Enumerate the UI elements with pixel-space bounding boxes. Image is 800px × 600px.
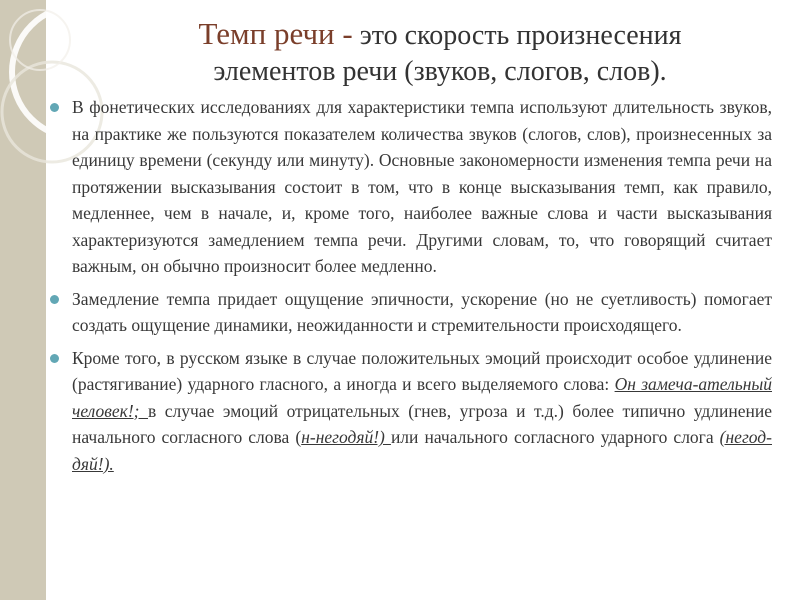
paragraph-3 [72, 345, 772, 478]
title-definition: это скорость произнесения элементов речи (звуков, слогов, слов). [213, 20, 682, 87]
bullet-icon [50, 103, 59, 112]
paragraph-1 [72, 94, 772, 280]
paragraph-3-text-a: Кроме того, в русском языке в случае положительных эмоций происходит особое удлинение (растягивание) ударного гласного, а иногда и всего выделяемого слова: [72, 347, 772, 394]
paragraph-1-text: В фонетических исследованиях для характеристики темпа используют длительность звуков, на практике же пользуются показателем количества звуков (слогов, слов), произнесенных за единицу времени (секунду или минуту). Основные закономерности изменения темпа речи на протяжении высказывания состоит в том, что в конце высказывания темп, как правило, медленнее, чем в начале, и, кроме того, наиболее важные слова и части высказывания характеризуются замедлением темпа речи. Другими словам, то, что говорящий считает важным, он обычно произносит более медленно. [72, 97, 772, 276]
example-positive: Он замеча-ательный человек!; [72, 374, 772, 421]
bullet-icon [50, 295, 59, 304]
bullet-icon [50, 354, 59, 363]
title-term: Темп речи - [198, 16, 353, 51]
example-negative-initial: н-негодяй!) [301, 427, 391, 447]
slide-title [150, 14, 730, 90]
paragraph-2 [72, 286, 772, 339]
content-body [72, 94, 772, 483]
example-negative-syllable: (негод-дяй!). [72, 427, 772, 474]
paragraph-3-text-b: в случае эмоций отрицательных (гнев, угроза и т.д.) более типично удлинение начального согласного слова ( [72, 400, 772, 447]
paragraph-3-text-c: или начального согласного ударного слога [390, 427, 720, 447]
paragraph-2-text: Замедление темпа придает ощущение эпичности, ускорение (но не суетливость) помогает создать ощущение динамики, неожиданности и стремительности происходящего. [72, 288, 772, 335]
